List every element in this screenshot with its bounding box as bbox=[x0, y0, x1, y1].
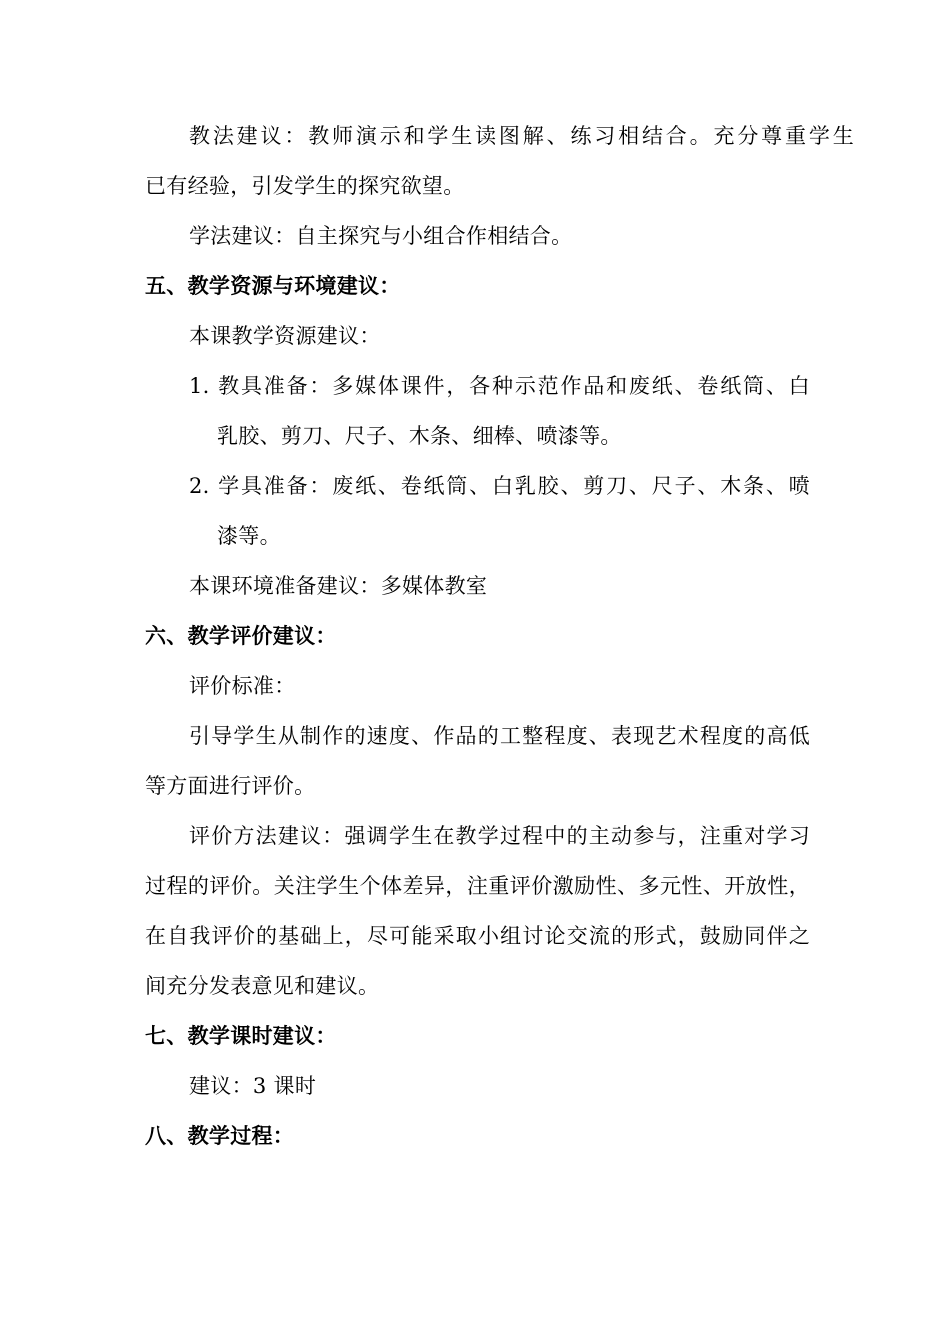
teaching-method-line-1: 教法建议：教师演示和学生读图解、练习相结合。充分尊重学生 bbox=[189, 124, 854, 148]
heading-evaluation: 六、教学评价建议： bbox=[145, 624, 337, 648]
eval-method-line-2: 过程的评价。关注学生个体差异，注重评价激励性、多元性、开放性， bbox=[145, 874, 810, 898]
heading-teaching-process: 八、教学过程： bbox=[145, 1124, 295, 1148]
heading-class-hours: 七、教学课时建议： bbox=[145, 1024, 337, 1048]
criteria-line-1: 引导学生从制作的速度、作品的工整程度、表现艺术程度的高低 bbox=[189, 724, 810, 748]
eval-method-line-3: 在自我评价的基础上，尽可能采取小组讨论交流的形式，鼓励同伴之 bbox=[145, 924, 810, 948]
environment-suggestion: 本课环境准备建议：多媒体教室 bbox=[189, 574, 488, 598]
list-item-2-line-2: 漆等。 bbox=[217, 524, 281, 548]
class-hours-suggestion: 建议：3 课时 bbox=[189, 1074, 317, 1098]
criteria-line-2: 等方面进行评价。 bbox=[145, 774, 316, 798]
eval-method-line-4: 间充分发表意见和建议。 bbox=[145, 974, 380, 998]
criteria-label: 评价标准： bbox=[189, 674, 296, 698]
learning-method: 学法建议：自主探究与小组合作相结合。 bbox=[189, 224, 573, 248]
list-item-1-line-2: 乳胶、剪刀、尺子、木条、细棒、喷漆等。 bbox=[217, 424, 622, 448]
heading-resources: 五、教学资源与环境建议： bbox=[145, 274, 401, 298]
teaching-method-line-2: 已有经验，引发学生的探究欲望。 bbox=[145, 174, 465, 198]
resource-intro: 本课教学资源建议： bbox=[189, 324, 381, 348]
list-item-2-line-1: 2. 学具准备：废纸、卷纸筒、白乳胶、剪刀、尺子、木条、喷 bbox=[189, 474, 810, 498]
eval-method-line-1: 评价方法建议：强调学生在教学过程中的主动参与，注重对学习 bbox=[189, 824, 810, 848]
list-item-1-line-1: 1. 教具准备：多媒体课件，各种示范作品和废纸、卷纸筒、白 bbox=[189, 374, 810, 398]
